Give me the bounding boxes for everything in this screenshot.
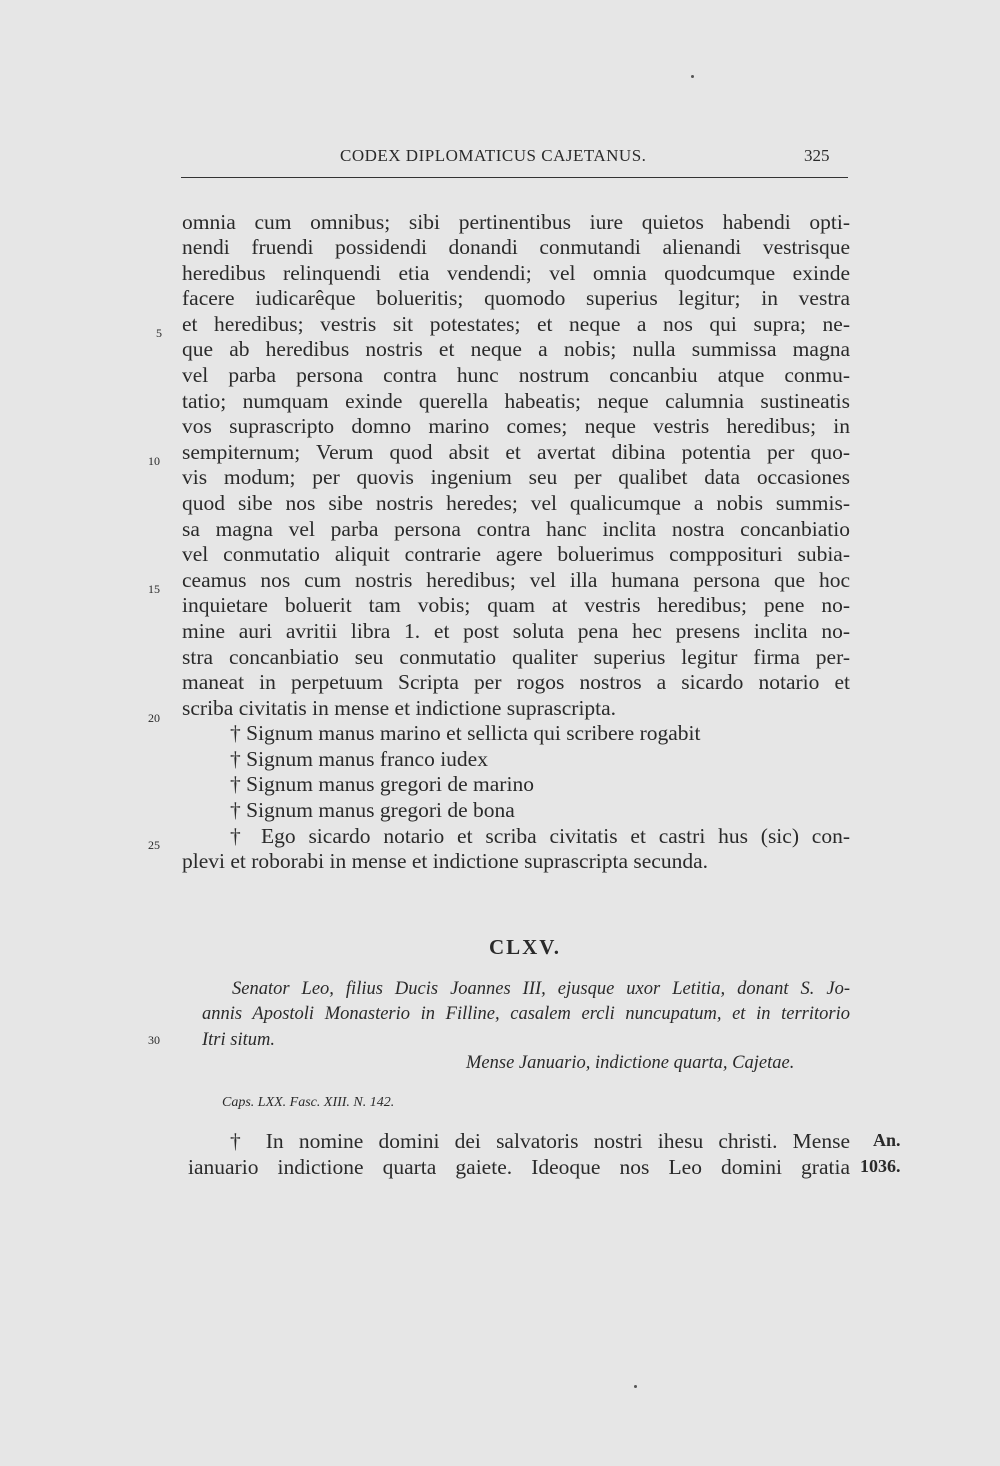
line-number: 30 (148, 1033, 160, 1047)
summary-line: Itri situm. (202, 1030, 275, 1050)
body-line: facere iudicarêque bolueritis; quomodo superius legitur; in vestra (182, 286, 850, 310)
margin-year-label: An. (873, 1130, 901, 1150)
body-line: et heredibus; vestris sit potestates; et neque a nos qui supra; ne- (182, 312, 850, 336)
body-line: tatio; numquam exinde querella habeatis; neque calumnia sustineatis (182, 389, 850, 413)
body-line: vel conmutatio aliquit contrarie agere boluerimus compposituri subia- (182, 542, 850, 566)
body-line: ceamus nos cum nostris heredibus; vel illa humana persona que hoc (182, 568, 850, 592)
archive-reference: Caps. LXX. Fasc. XIII. N. 142. (222, 1095, 395, 1110)
page-number: 325 (804, 146, 830, 165)
signature-line: † Ego sicardo notario et scriba civitatis et castri hus (sic) con- (230, 824, 850, 848)
body-line: omnia cum omnibus; sibi pertinentibus iure quietos habendi opti- (182, 210, 850, 234)
body-line: sa magna vel parba persona contra hanc inclita nostra concanbiatio (182, 517, 850, 541)
running-header-title: CODEX DIPLOMATICUS CAJETANUS. (340, 146, 647, 165)
signature-line: † Signum manus gregori de marino (230, 772, 534, 796)
signature-line: † Signum manus marino et sellicta qui scribere rogabit (230, 721, 701, 745)
line-number: 10 (148, 454, 160, 468)
document-text-line: † In nomine domini dei salvatoris nostri ihesu christi. Mense (230, 1129, 850, 1153)
signature-line: † Signum manus franco iudex (230, 747, 488, 771)
dateline: Mense Januario, indictione quarta, Cajetae. (466, 1053, 795, 1073)
body-line: que ab heredibus nostris et neque a nobis; nulla summissa magna (182, 337, 850, 361)
body-line: scriba civitatis in mense et indictione suprascripta. (182, 696, 617, 720)
document-number-heading: CLXV. (488, 935, 562, 959)
body-line: vel parba persona contra hunc nostrum concanbiu atque conmu- (182, 363, 850, 387)
summary-line: Senator Leo, filius Ducis Joannes III, ejusque uxor Letitia, donant S. Jo- (232, 979, 850, 999)
body-line: heredibus relinquendi etia vendendi; vel omnia quodcumque exinde (182, 261, 850, 285)
body-line: inquietare boluerit tam vobis; quam at vestris heredibus; pene no- (182, 593, 850, 617)
body-line: vos suprascripto domno marino comes; neque vestris heredibus; in (182, 414, 850, 438)
line-number: 15 (148, 582, 160, 596)
body-line: sempiternum; Verum quod absit et avertat dibina potentia per quo- (182, 440, 850, 464)
body-line: stra concanbiatio seu conmutatio qualiter superius legitur firma per- (182, 645, 850, 669)
paper-speck (634, 1385, 637, 1388)
body-line: quod sibe nos sibe nostris heredes; vel qualicumque a nobis summis- (182, 491, 850, 515)
document-text-line: ianuario indictione quarta gaiete. Ideoque nos Leo domini gratia (188, 1155, 850, 1179)
body-line: maneat in perpetuum Scripta per rogos nostros a sicardo notario et (182, 670, 850, 694)
body-line: mine auri avritii libra 1. et post soluta pena hec presens inclita no- (182, 619, 850, 643)
line-number: 20 (148, 711, 160, 725)
body-line: nendi fruendi possidendi donandi conmutandi alienandi vestrisque (182, 235, 850, 259)
line-number: 5 (156, 326, 162, 340)
line-number: 25 (148, 838, 160, 852)
signature-line: † Signum manus gregori de bona (230, 798, 515, 822)
summary-line: annis Apostoli Monasterio in Filline, casalem ercli nuncupatum, et in territorio (202, 1004, 850, 1024)
margin-year: 1036. (860, 1156, 901, 1176)
body-line: vis modum; per quovis ingenium seu per qualibet data occasiones (182, 465, 850, 489)
header-rule (181, 177, 848, 178)
closing-line: plevi et roborabi in mense et indictione suprascripta secunda. (182, 849, 708, 873)
paper-speck (691, 75, 694, 78)
